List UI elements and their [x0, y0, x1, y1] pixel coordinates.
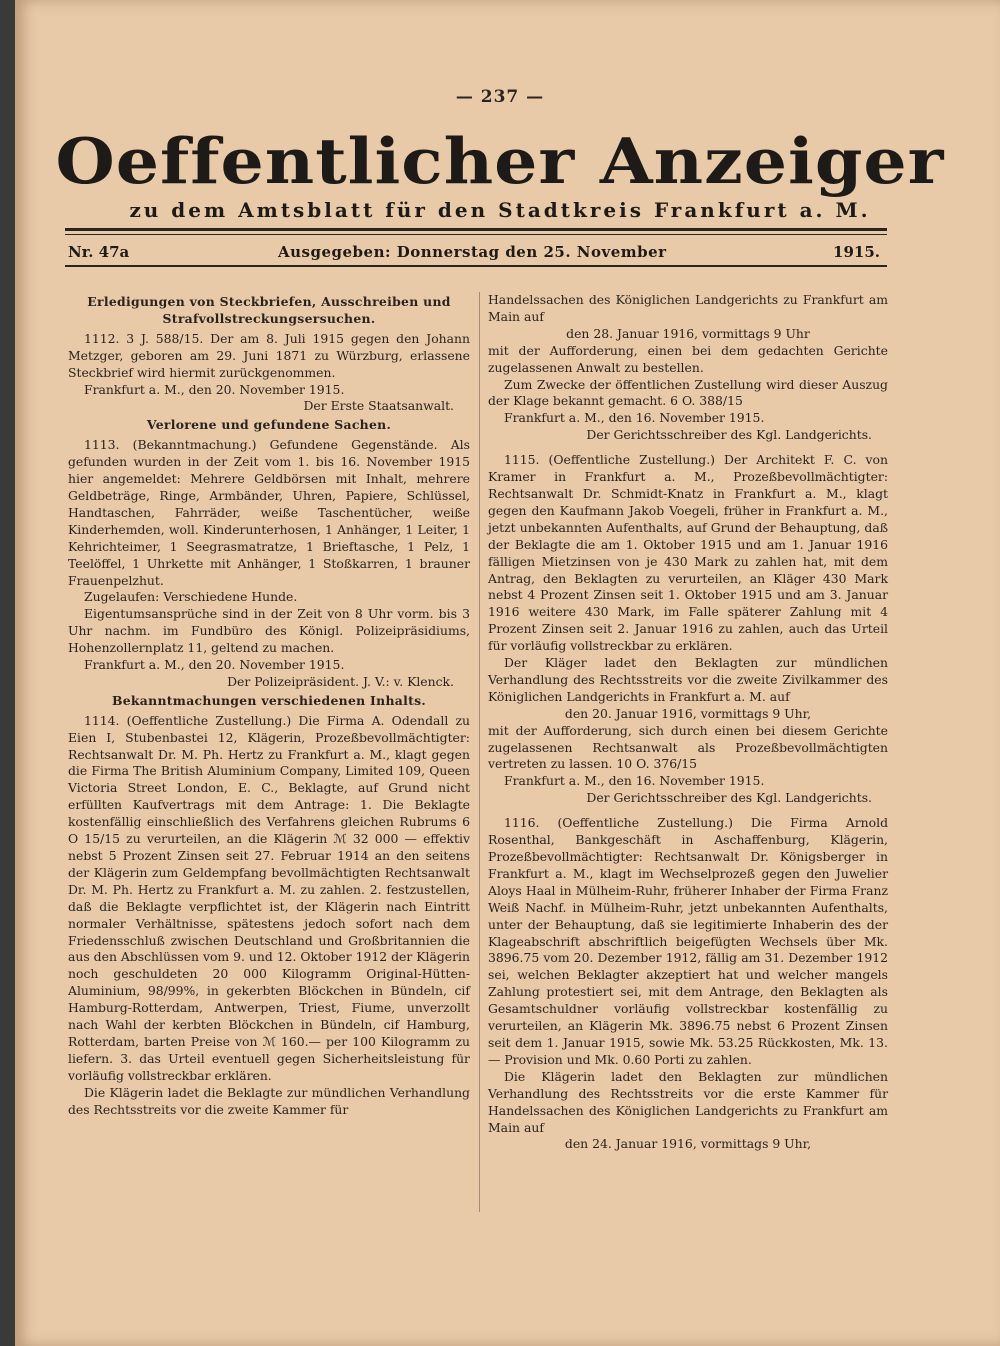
masthead-title: Oeffentlicher Anzeiger [55, 125, 945, 199]
issue-number: Nr. 47a [68, 243, 130, 261]
notice-text: Der Kläger ladet den Beklagten zur mündlichen Verhandlung des Rechtsstreits vor die zweite Zivilkammer des Königlichen Landgerichts in Frankfurt a. M. auf [488, 655, 888, 704]
section-heading: Bekanntmachungen verschiedenen Inhalts. [111, 692, 427, 708]
notice-text: Zugelaufen: Verschiedene Hunde. [84, 589, 298, 605]
notice-place-date: Frankfurt a. M., den 20. November 1915. [84, 381, 345, 397]
notice-1112: 1112. 3 J. 588/15. Der am 8. Juli 1915 gegen den Johann Metzger, geboren am 29. Juni 1871 zu Würzburg, erlassene Steckbrief wird hiermit zurückgenommen. [68, 330, 470, 380]
notice-text: Eigentumsansprüche sind in der Zeit von 8 Uhr vorm. bis 3 Uhr nachm. im Fundbüro des Königl. Polizeipräsidiums, Hohenzollernplatz 11, geltend zu machen. [68, 606, 470, 656]
notice-signature: Der Gerichtsschreiber des Kgl. Landgerichts. [586, 427, 872, 443]
masthead-rule [65, 228, 887, 231]
notice-text: Handelssachen des Königlichen Landgerichts zu Frankfurt am Main auf [488, 292, 888, 324]
issue-date: Ausgegeben: Donnerstag den 25. November [278, 243, 667, 261]
notice-1116: 1116. (Oeffentliche Zustellung.) Die Firma Arnold Rosenthal, Bankgeschäft in Aschaffenburg, Klägerin, Prozeßbevollmächtigter: Rechtsanwalt Dr. Königsberger in Frankfurt a. M., klagt im Wechselprozeß gegen den Juwelier Aloys Haal in Mülheim-Ruhr, früherer Inhaber der Firma Franz Weiß Nachf. in Mülheim-Ruhr, jetzt unbekannten Aufenthalts, unter der Behauptung, daß sie legitimierte Inhaberin des der Klageabschrift abschriftlich beigefügten Wechsels über Mk. 3896.75 vom 20. Dezember 1912, fällig am 31. Dezember 1912 sei, welchen Beklagter akzeptiert hat und welcher mangels Zahlung protestiert sei, mit dem Antrage, den Beklagten als Gesamtschuldner vorläufig vollstreckbar kostenfällig zu verurteilen, an Klägerin Mk. 3896.75 nebst 6 Prozent Zinsen seit dem 1. Januar 1915, sowie Mk. 53.25 Rückkosten, Mk. 13.— Provision und Mk. 0.60 Porti zu zahlen. [488, 815, 888, 1067]
notice-text: mit der Aufforderung, sich durch einen bei diesem Gerichte zugelassenen Rechtsanwalt als Prozeßbevollmächtigten vertreten zu lassen. 10 O. 376/15 [488, 722, 888, 772]
notice-text: Die Klägerin ladet den Beklagten zur mündlichen Verhandlung des Rechtsstreits vor die erste Kammer für Handelssachen des Königlichen Landgerichts zu Frankfurt am Main auf [488, 1068, 888, 1135]
column-divider [479, 292, 480, 1212]
issue-line [68, 243, 880, 265]
notice-place-date: Frankfurt a. M., den 20. November 1915. [84, 657, 345, 673]
left-column [68, 292, 470, 1119]
issue-year: 1915. [833, 243, 880, 261]
notice-text: Die Klägerin ladet die Beklagte zur mündlichen Verhandlung des Rechtsstreits vor die zweite Kammer für [68, 1084, 470, 1117]
hearing-date: den 20. Januar 1916, vormittags 9 Uhr, [564, 705, 812, 721]
notice-1115: 1115. (Oeffentliche Zustellung.) Der Architekt F. C. von Kramer in Frankfurt a. M., Prozeßbevollmächtigter: Rechtsanwalt Dr. Schmidt-Knatz in Frankfurt a. M., klagt gegen den Kaufmann Jakob Voegeli, früher in Frankfurt a. M., jetzt unbekannten Aufenthalts, auf Grund der Behauptung, daß der Beklagte die am 1. Oktober 1915 und am 1. Januar 1916 fälligen Mietzinsen von je 430 Mark zu zahlen hat, mit dem Antrag, den Beklagten zu verurteilen, an Kläger 430 Mark nebst 4 Prozent Zinsen seit 1. Oktober 1915 und am 3. Januar 1916 weitere 430 Mark, im Falle späterer Zahlung mit 4 Prozent Zinsen seit 2. Januar 1916 zu zahlen, auch das Urteil für vorläufig vollstreckbar zu erklären. [488, 452, 888, 654]
notice-1114: 1114. (Oeffentliche Zustellung.) Die Firma A. Odendall zu Eien I, Stubenbastei 12, Klägerin, Prozeßbevollmächtigter: Rechtsanwalt Dr. M. Ph. Hertz zu Frankfurt a. M., klagt gegen die Firma The British Aluminium Company, Limited 109, Queen Victoria Street London, E. C., Beklagte, auf Grund nicht erfüllten Kaufvertrags mit dem Antrage: 1. Die Beklagte kostenfällig einschließlich des Verfahrens gleichen Rubrums 6 O 15/15 zu verurteilen, an die Klägerin ℳ 32 000 — effektiv nebst 5 Prozent Zinsen seit 27. Februar 1914 an den seitens der Klägerin zum Geldempfang bevollmächtigten Rechtsanwalt Dr. M. Ph. Hertz zu Frankfurt a. M. zu zahlen. 2. festzustellen, daß die Beklagte verpflichtet ist, der Klägerin nach Eintritt normaler Verhältnisse, spätestens jedoch sofort nach dem Friedensschluß zwischen Deutschland und Großbritannien die aus den Abschlüssen vom 9. und 12. Oktober 1912 der Klägerin noch geschuldeten 20 000 Kilogramm Original-Hütten-Aluminium, 98/99%, in gekerbten Blöckchen in Bündeln, cif Hamburg-Rotterdam, Antwerpen, Triest, Fiume, unverzollt nach Wahl der kerbten Blöckchen in Bündeln, cif Hamburg, Rotterdam, barten Preise von ℳ 160.— per 100 Kilogramm zu liefern. 3. das Urteil eventuell gegen Sicherheitsleistung für vorläufig vollstreckbar erklären. [68, 712, 470, 1083]
section-heading: Erledigungen von Steckbriefen, Ausschreiben und Strafvollstreckungsersuchen. [87, 294, 451, 326]
notice-text: mit der Aufforderung, einen bei dem gedachten Gerichte zugelassenen Anwalt zu bestellen. [488, 342, 888, 375]
notice-place-date: Frankfurt a. M., den 16. November 1915. [504, 410, 765, 426]
masthead-subtitle: zu dem Amtsblatt für den Stadtkreis Frankfurt a. M. [129, 198, 871, 222]
notice-text: Zum Zwecke der öffentlichen Zustellung wird dieser Auszug der Klage bekannt gemacht. 6 O. 388/15 [488, 376, 888, 409]
right-column [488, 292, 888, 1153]
notice-signature: Der Gerichtsschreiber des Kgl. Landgerichts. [586, 790, 872, 806]
notice-1113: 1113. (Bekanntmachung.) Gefundene Gegenstände. Als gefunden wurden in der Zeit vom 1. bis 16. November 1915 hier angemeldet: Mehrere Geldbörsen mit Inhalt, mehrere Geldbeträge, Ringe, Armbänder, Uhren, Papiere, Schlüssel, Handtaschen, Fahrräder, weiße Taschentücher, weiße Kinderhemden, woll. Kinderunterhosen, 1 Anhänger, 1 Leiter, 1 Kehrichteimer, 1 Seegrasmatratze, 1 Brieftasche, 1 Pelz, 1 Teelöffel, 1 Uhrkette mit Anhänger, 1 Stoßkarren, 1 brauner Frauenpelzhut. [68, 437, 470, 588]
masthead-rule-thin [65, 234, 887, 235]
notice-signature: Der Erste Staatsanwalt. [303, 398, 454, 414]
hearing-date: den 28. Januar 1916, vormittags 9 Uhr [566, 325, 810, 341]
page-number: — 237 — [455, 87, 545, 107]
notice-place-date: Frankfurt a. M., den 16. November 1915. [504, 773, 765, 789]
section-heading: Verlorene und gefundene Sachen. [146, 417, 392, 433]
issue-rule [65, 265, 887, 267]
hearing-date: den 24. Januar 1916, vormittags 9 Uhr, [564, 1136, 812, 1152]
notice-signature: Der Polizeipräsident. J. V.: v. Klenck. [227, 673, 454, 689]
